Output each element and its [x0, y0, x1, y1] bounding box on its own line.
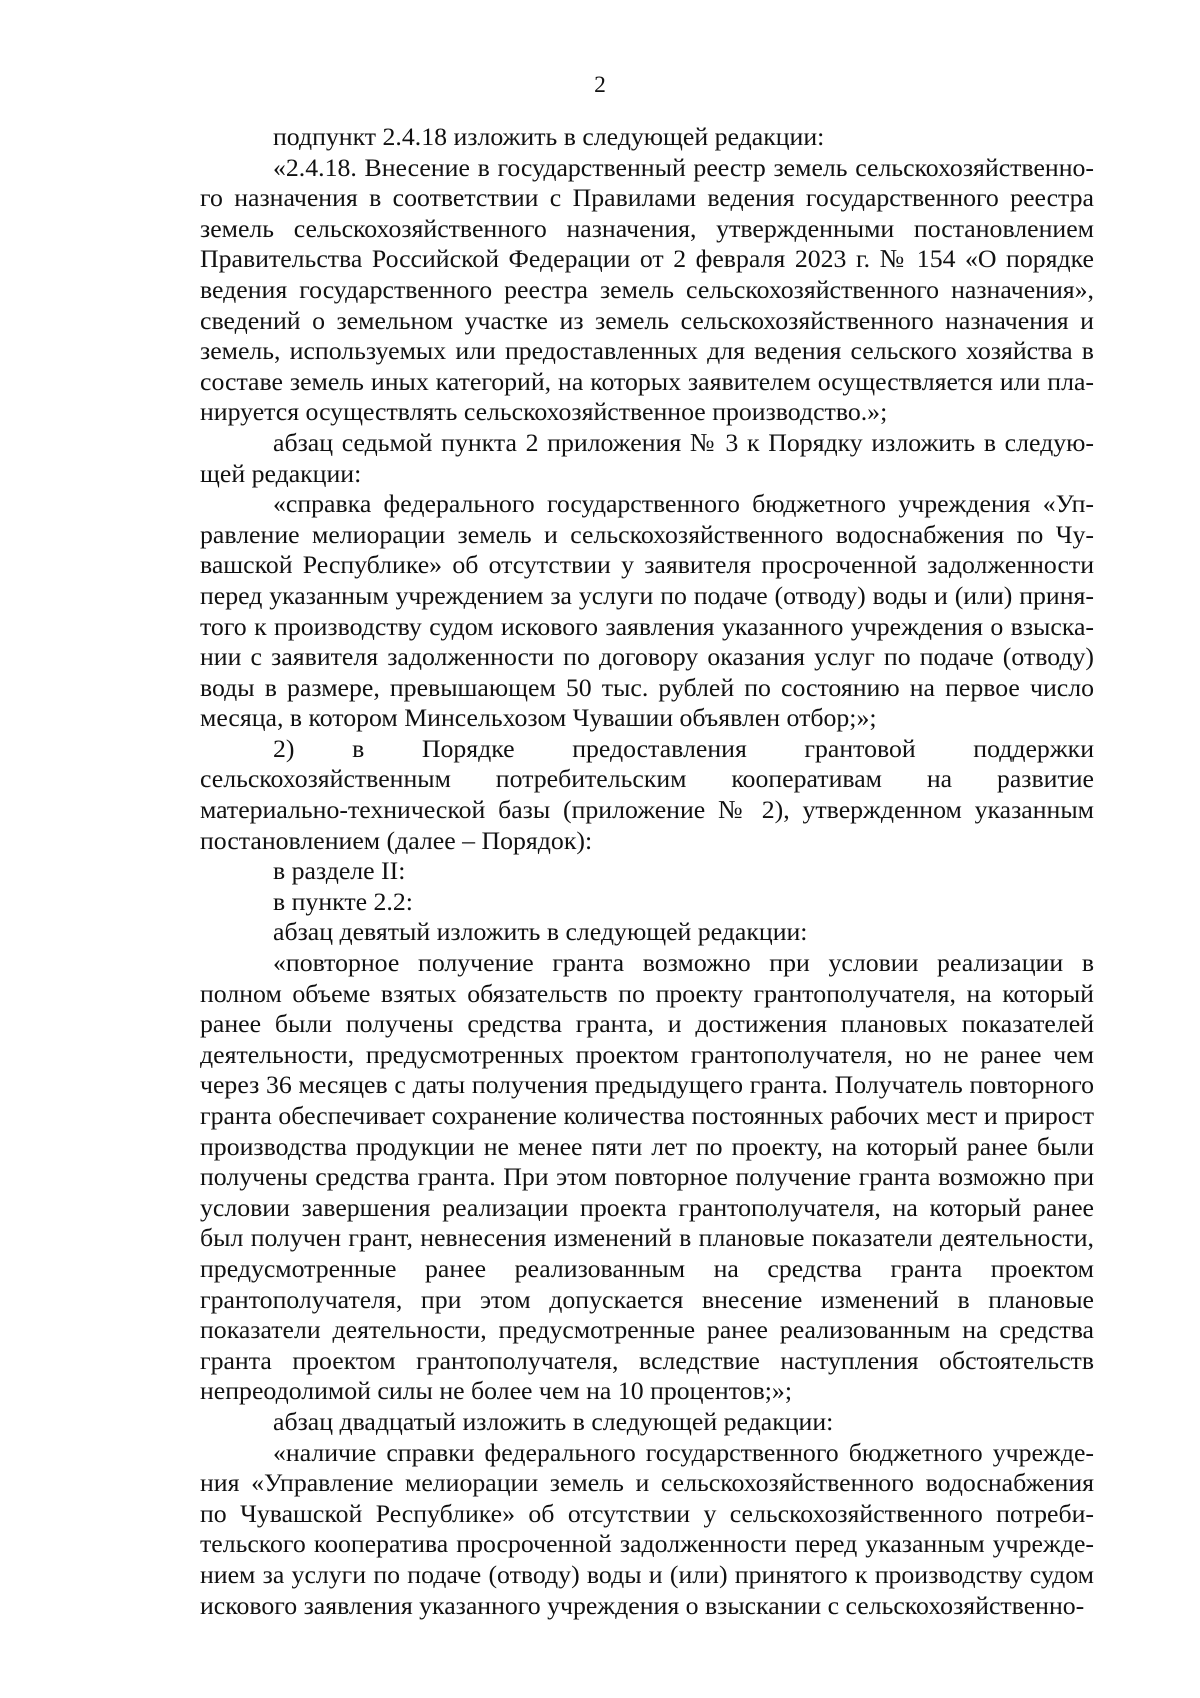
paragraph-cooperative-certificate: «наличие справки федерального государственного бюджетного учреждения «Управление мелиорации земель и сельскохозяйственного водоснабжения по Чувашской Республике» об отсутствии у сельскохозяйственного потребительского кооператива просроченной задолженности перед указанным учреждением за услуги по подаче (отводу) воды и (или) принятого к производству судом искового заявления указанного учреждения о взыскании с сельскохозяйственно- — [200, 1437, 1094, 1620]
paragraph-subclause-2-4-18: «2.4.18. Внесение в государственный реестр земель сельскохозяйственного назначения в соответствии с Правилами ведения государственного реестра земель сельскохозяйственного назначения, утвержденными постановлением Правительства Российской Федерации от 2 февраля 2023 г. № 154 «О порядке ведения государственного реестра земель сельскохозяйственного назначения», сведений о земельном участке из земель сельскохозяйственного назначения и земель, используемых или предоставленных для ведения сельского хозяйства в составе земель иных категорий, на которых заявителем осуществляется или планируется осуществлять сельскохозяйственное производство.»; — [200, 152, 1094, 427]
paragraph-ninth-abzac-intro: абзац девятый изложить в следующей редакции: — [273, 917, 808, 947]
paragraph-melioration-certificate: «справка федерального государственного бюджетного учреждения «Управление мелиорации земель и сельскохозяйственного водоснабжения по Чувашской Республике» об отсутствии у заявителя просроченной задолженности перед указанным учреждением за услуги по подаче (отводу) воды и (или) принятого к производству судом искового заявления указанного учреждения о взыскании с заявителя задолженности по договору оказания услуг по подаче (отводу) воды в размере, превышающем 50 тыс. рублей по состоянию на первое число месяца, в котором Минсельхозом Чувашии объявлен отбор;»; — [200, 489, 1094, 733]
document-body — [200, 122, 1094, 1621]
paragraph-item-2-grant-procedure: 2) в Порядке предоставления грантовой поддержки сельскохозяйственным потребительским кооперативам на развитие материально-технической базы (приложение № 2), утвержденном указанным постановлением (далее – Порядок): — [200, 733, 1094, 855]
paragraph-subclause-intro: подпункт 2.4.18 изложить в следующей редакции: — [273, 122, 825, 151]
paragraph-seventh-abzac-intro: абзац седьмой пункта 2 приложения № 3 к Порядку изложить в следующей редакции: — [200, 427, 1094, 488]
paragraph-twentieth-abzac-intro: абзац двадцатый изложить в следующей редакции: — [273, 1406, 834, 1436]
paragraph-repeat-grant: «повторное получение гранта возможно при условии реализации в полном объеме взятых обязательств по проекту грантополучателя, на который ранее были получены средства гранта, и достижения плановых показателей деятельности, предусмотренных проектом грантополучателя, но не ранее чем через 36 месяцев с даты получения предыдущего гранта. Получатель повторного гранта обеспечивает сохранение количества постоянных рабочих мест и прирост производства продукции не менее пяти лет по проекту, на который ранее были получены средства гранта. При этом повторное получение гранта возможно при условии завершения реализации проекта грантополучателя, на который ранее был получен грант, невнесения изменений в плановые показатели деятельности, предусмотренные ранее реализованным на средства гранта проектом грантополучателя, при этом допускается внесение изменений в плановые показатели деятельности, предусмотренные ранее реализованным на средства гранта проектом грантополучателя, вследствие наступления обстоятельств непреодолимой силы не более чем на 10 процентов;»; — [200, 948, 1094, 1406]
page-number: 2 — [594, 72, 606, 98]
paragraph-section-ii: в разделе II: — [273, 856, 406, 886]
paragraph-point-2-2: в пункте 2.2: — [273, 886, 413, 916]
